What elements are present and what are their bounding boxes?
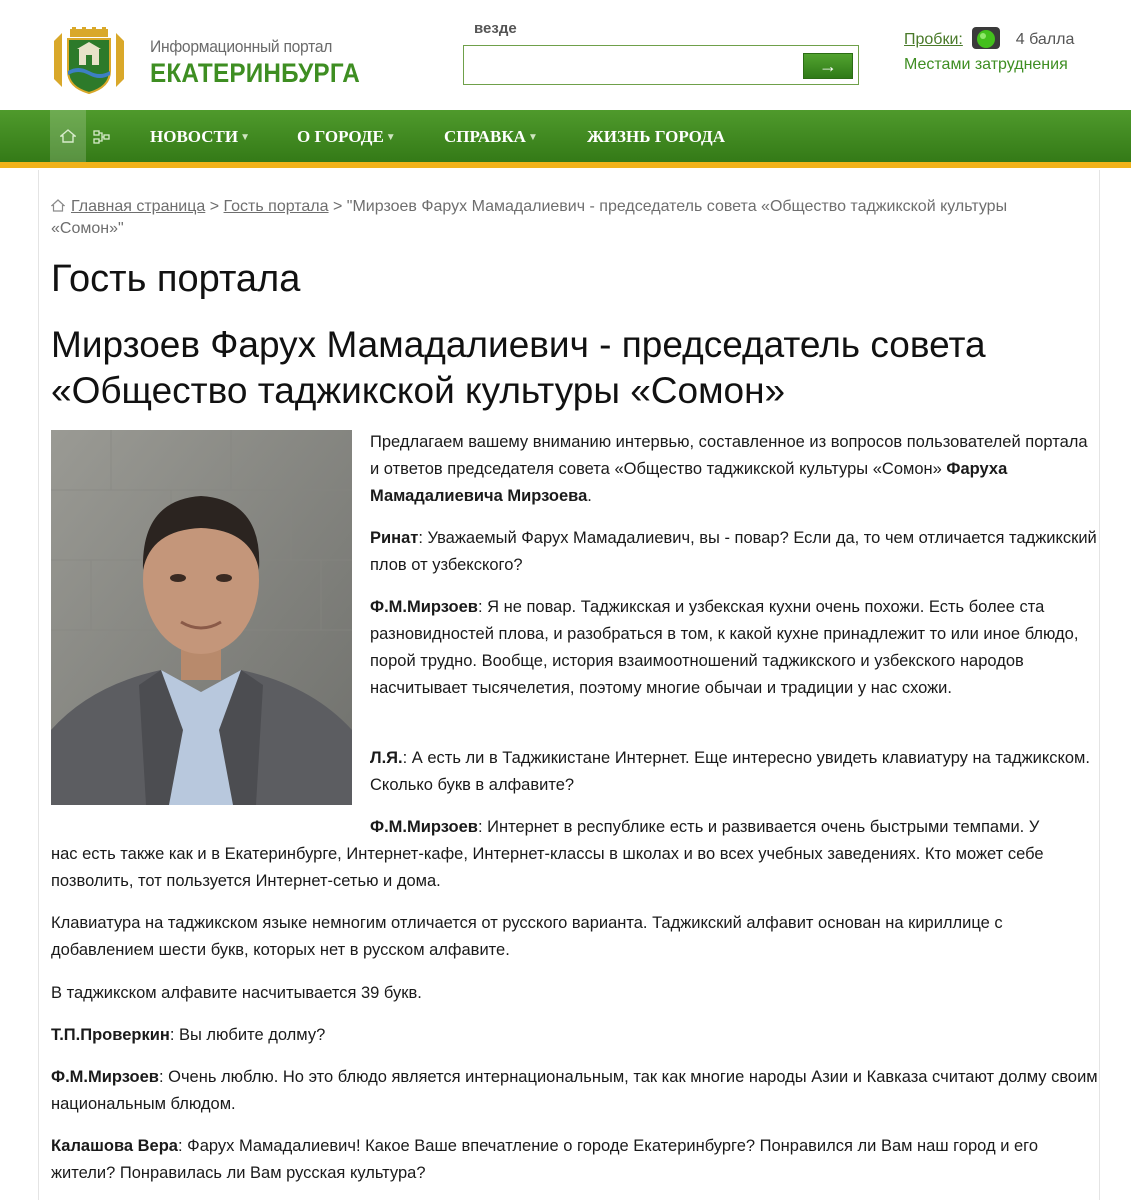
question-text: : А есть ли в Таджикистане Интернет. Еще интересно увидеть клавиатуру на таджикском. Сколько букв в алфавите? [370, 749, 1090, 794]
answer-2-keyboard: Клавиатура на таджикском языке немногим отличается от русского варианта. Таджикский алфавит основан на кириллице с добавлением шести букв, которых нет в русском алфавите. [51, 914, 1003, 959]
nav-home-button[interactable] [50, 110, 86, 162]
search-box [463, 45, 859, 85]
nav-item-label: ЖИЗНЬ ГОРОДА [587, 127, 725, 146]
question-author: Л.Я. [370, 749, 403, 767]
traffic-link[interactable]: Пробки: [904, 31, 963, 49]
portrait-image [51, 430, 352, 805]
breadcrumb-guest-link[interactable]: Гость портала [223, 198, 329, 215]
section-title: Гость портала [51, 258, 301, 300]
nav-item-label: О ГОРОДЕ [297, 127, 384, 146]
answer-author: Ф.М.Мирзоев [370, 598, 478, 616]
main-content [38, 170, 1100, 1200]
city-crest-icon[interactable] [48, 27, 130, 95]
sitemap-icon[interactable] [93, 130, 111, 144]
question-text: : Вы любите долму? [169, 1026, 326, 1044]
answer-2-rest: нас есть также как и в Екатеринбурге, Интернет-кафе, Интернет-классы в школах и во всех учебных заведениях. Кто может себе позволить, тот пользуется Интернет-сетью и дома. [51, 845, 1044, 890]
traffic-status[interactable]: Местами затруднения [904, 56, 1068, 73]
answer-text: : Я не повар. Таджикская и узбекская кухни очень похожи. Есть более ста разновидностей плова, и разобраться в том, к какой кухне принадлежит то или иное блюдо, порой трудно. Вообще, история взаимоотношений таджикского и узбекского народов насчитывает тысячелетия, поэтому многие обычаи и традиции у нас схожи. [370, 598, 1079, 697]
nav-item-reference[interactable] [444, 127, 538, 147]
answer-author: Ф.М.Мирзоев [370, 818, 478, 836]
traffic-widget [904, 29, 1074, 51]
home-icon [51, 199, 65, 212]
chevron-down-icon: ▼ [240, 132, 250, 143]
intro-text: Предлагаем вашему вниманию интервью, составленное из вопросов пользователей портала и ответов председателя совета «Общество таджикской культуры «Сомон» [370, 433, 1088, 478]
question-4 [51, 1133, 1101, 1187]
breadcrumb-separator: > [205, 198, 224, 215]
question-2 [370, 745, 1100, 799]
chevron-down-icon: ▼ [527, 132, 538, 143]
nav-item-label: НОВОСТИ [150, 127, 239, 146]
breadcrumb-home-link[interactable]: Главная страница [71, 198, 206, 215]
answer-1 [370, 594, 1100, 702]
question-3 [51, 1022, 1101, 1049]
intro-paragraph [370, 429, 1100, 510]
question-text: : Фарух Мамадалиевич! Какое Ваше впечатление о городе Екатеринбурге? Понравился ли Вам наш город и его жители? Понравилась ли Вам русская культура? [51, 1137, 1039, 1182]
nav-item-about-city[interactable] [297, 127, 396, 147]
intro-end: . [587, 487, 592, 505]
logo-line1: Информационный портал [150, 37, 333, 56]
answer-2-alphabet: В таджикском алфавите насчитывается 39 букв. [51, 984, 422, 1002]
home-icon [60, 129, 76, 143]
question-author: Калашова Вера [51, 1137, 178, 1155]
nav-item-news[interactable] [150, 127, 250, 147]
page-title: Мирзоев Фарух Мамадалиевич - председатель совета «Общество таджикской культуры «Сомон» [51, 324, 986, 411]
guest-photo [51, 430, 352, 805]
question-author: Т.П.Проверкин [51, 1026, 170, 1044]
main-nav [0, 110, 1131, 168]
search-input[interactable] [470, 52, 800, 78]
nav-item-label: СПРАВКА [444, 127, 526, 146]
breadcrumb-separator: > [328, 198, 347, 215]
question-author: Ринат [370, 529, 419, 547]
logo-line2: ЕКАТЕРИНБУРГА [150, 58, 360, 88]
traffic-light-icon [971, 25, 1001, 51]
answer-2-first-line [370, 814, 1100, 841]
traffic-score: 4 балла [1015, 31, 1075, 49]
search-scope[interactable]: везде [474, 20, 517, 37]
logo-text[interactable] [150, 37, 383, 89]
answer-text: : Очень люблю. Но это блюдо является интернациональным, так как многие народы Азии и Кавказа считают долму своим национальным блюдом. [51, 1068, 1098, 1113]
nav-item-city-life[interactable] [587, 127, 727, 147]
answer-text: : Интернет в республике есть и развивается очень быстрыми темпами. У [477, 818, 1040, 836]
question-1 [370, 525, 1100, 579]
search-button[interactable]: → [803, 53, 853, 79]
breadcrumb-current: "Мирзоев Фарух Мамадалиевич - председатель совета «Общество таджикской культуры «Сомон»" [51, 198, 1008, 237]
question-text: : Уважаемый Фарух Мамадалиевич, вы - повар? Если да, то чем отличается таджикский плов от узбекского? [370, 529, 1097, 574]
site-header [0, 0, 1131, 110]
answer-author: Ф.М.Мирзоев [51, 1068, 159, 1086]
chevron-down-icon: ▼ [385, 132, 396, 143]
breadcrumb [51, 196, 1071, 240]
intro-bold: Фаруха Мамадалиевича Мирзоева [370, 460, 1008, 505]
answer-3 [51, 1064, 1101, 1118]
